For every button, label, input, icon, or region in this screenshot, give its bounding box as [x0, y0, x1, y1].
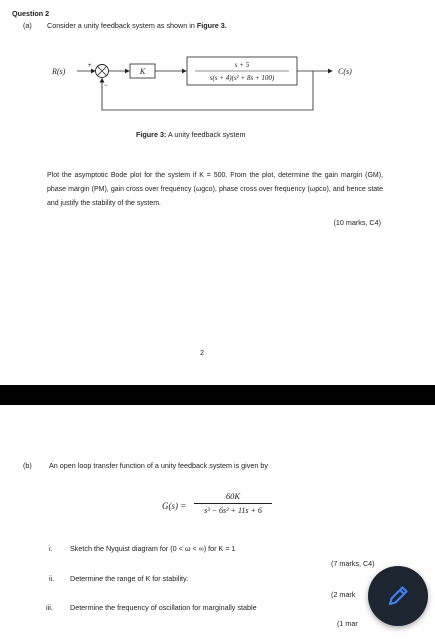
item-num-2: ii.: [49, 574, 55, 583]
plant-denominator: s(s + 4)(s² + 8s + 100): [209, 74, 275, 82]
input-label: R(s): [52, 67, 66, 76]
sum-minus-sign: −: [104, 83, 108, 89]
part-a-intro: [47, 22, 227, 29]
part-a-intro-text: Consider a unity feedback system as shown in: [47, 21, 197, 30]
sum-plus-sign: +: [88, 63, 92, 69]
part-a-paragraph: Plot the asymptotic Bode plot for the system if K = 500. From the plot, determine the gain margin (GM), phase margin (PM), gain cross over frequency (ωgco), phase cross over frequency (ωpco), and hence state and justify the stability of the system.: [47, 172, 383, 207]
page-separator: [0, 385, 435, 405]
figure-caption-text: A unity feedback system: [166, 130, 246, 139]
item-text-1: Sketch the Nyquist diagram for (0 < ω < ∞) for K = 1: [70, 544, 236, 553]
equation-fraction-bar: [194, 503, 272, 504]
question-title: Question 2: [12, 9, 50, 18]
item-marks-2: (2 mark: [331, 590, 356, 599]
figure-reference: Figure 3.: [196, 21, 227, 30]
item-marks-1: (7 marks, C4): [331, 559, 375, 568]
item-num-1: i.: [49, 544, 53, 553]
equation-lhs: G(s) =: [162, 501, 187, 511]
item-marks-3: (1 mar: [337, 619, 358, 628]
edit-fab-button[interactable]: [368, 566, 428, 626]
item-text-3: Determine the frequency of oscillation for marginally stable: [70, 603, 257, 612]
equation-denominator: s³ − 6s² + 11s + 6: [204, 506, 262, 515]
summing-junction: [96, 65, 109, 78]
output-label: C(s): [338, 67, 352, 76]
plant-numerator: s + 5: [234, 61, 250, 69]
part-b-intro: An open loop transfer function of a unity feedback system is given by: [49, 461, 268, 470]
part-a-marks: (10 marks, C4): [333, 218, 381, 227]
item-num-3: iii.: [46, 603, 53, 612]
figure-caption-label: Figure 3:: [136, 130, 167, 139]
block-diagram: [40, 50, 370, 120]
figure-caption: [136, 131, 245, 138]
equation-numerator: 60K: [225, 491, 241, 501]
pencil-icon: [383, 581, 413, 611]
part-b-label: (b): [23, 461, 32, 470]
part-a-label: (a): [23, 21, 32, 30]
gain-label: K: [139, 67, 146, 76]
page-number: 2: [200, 348, 204, 357]
item-text-2: Determine the range of K for stability.: [70, 574, 189, 583]
